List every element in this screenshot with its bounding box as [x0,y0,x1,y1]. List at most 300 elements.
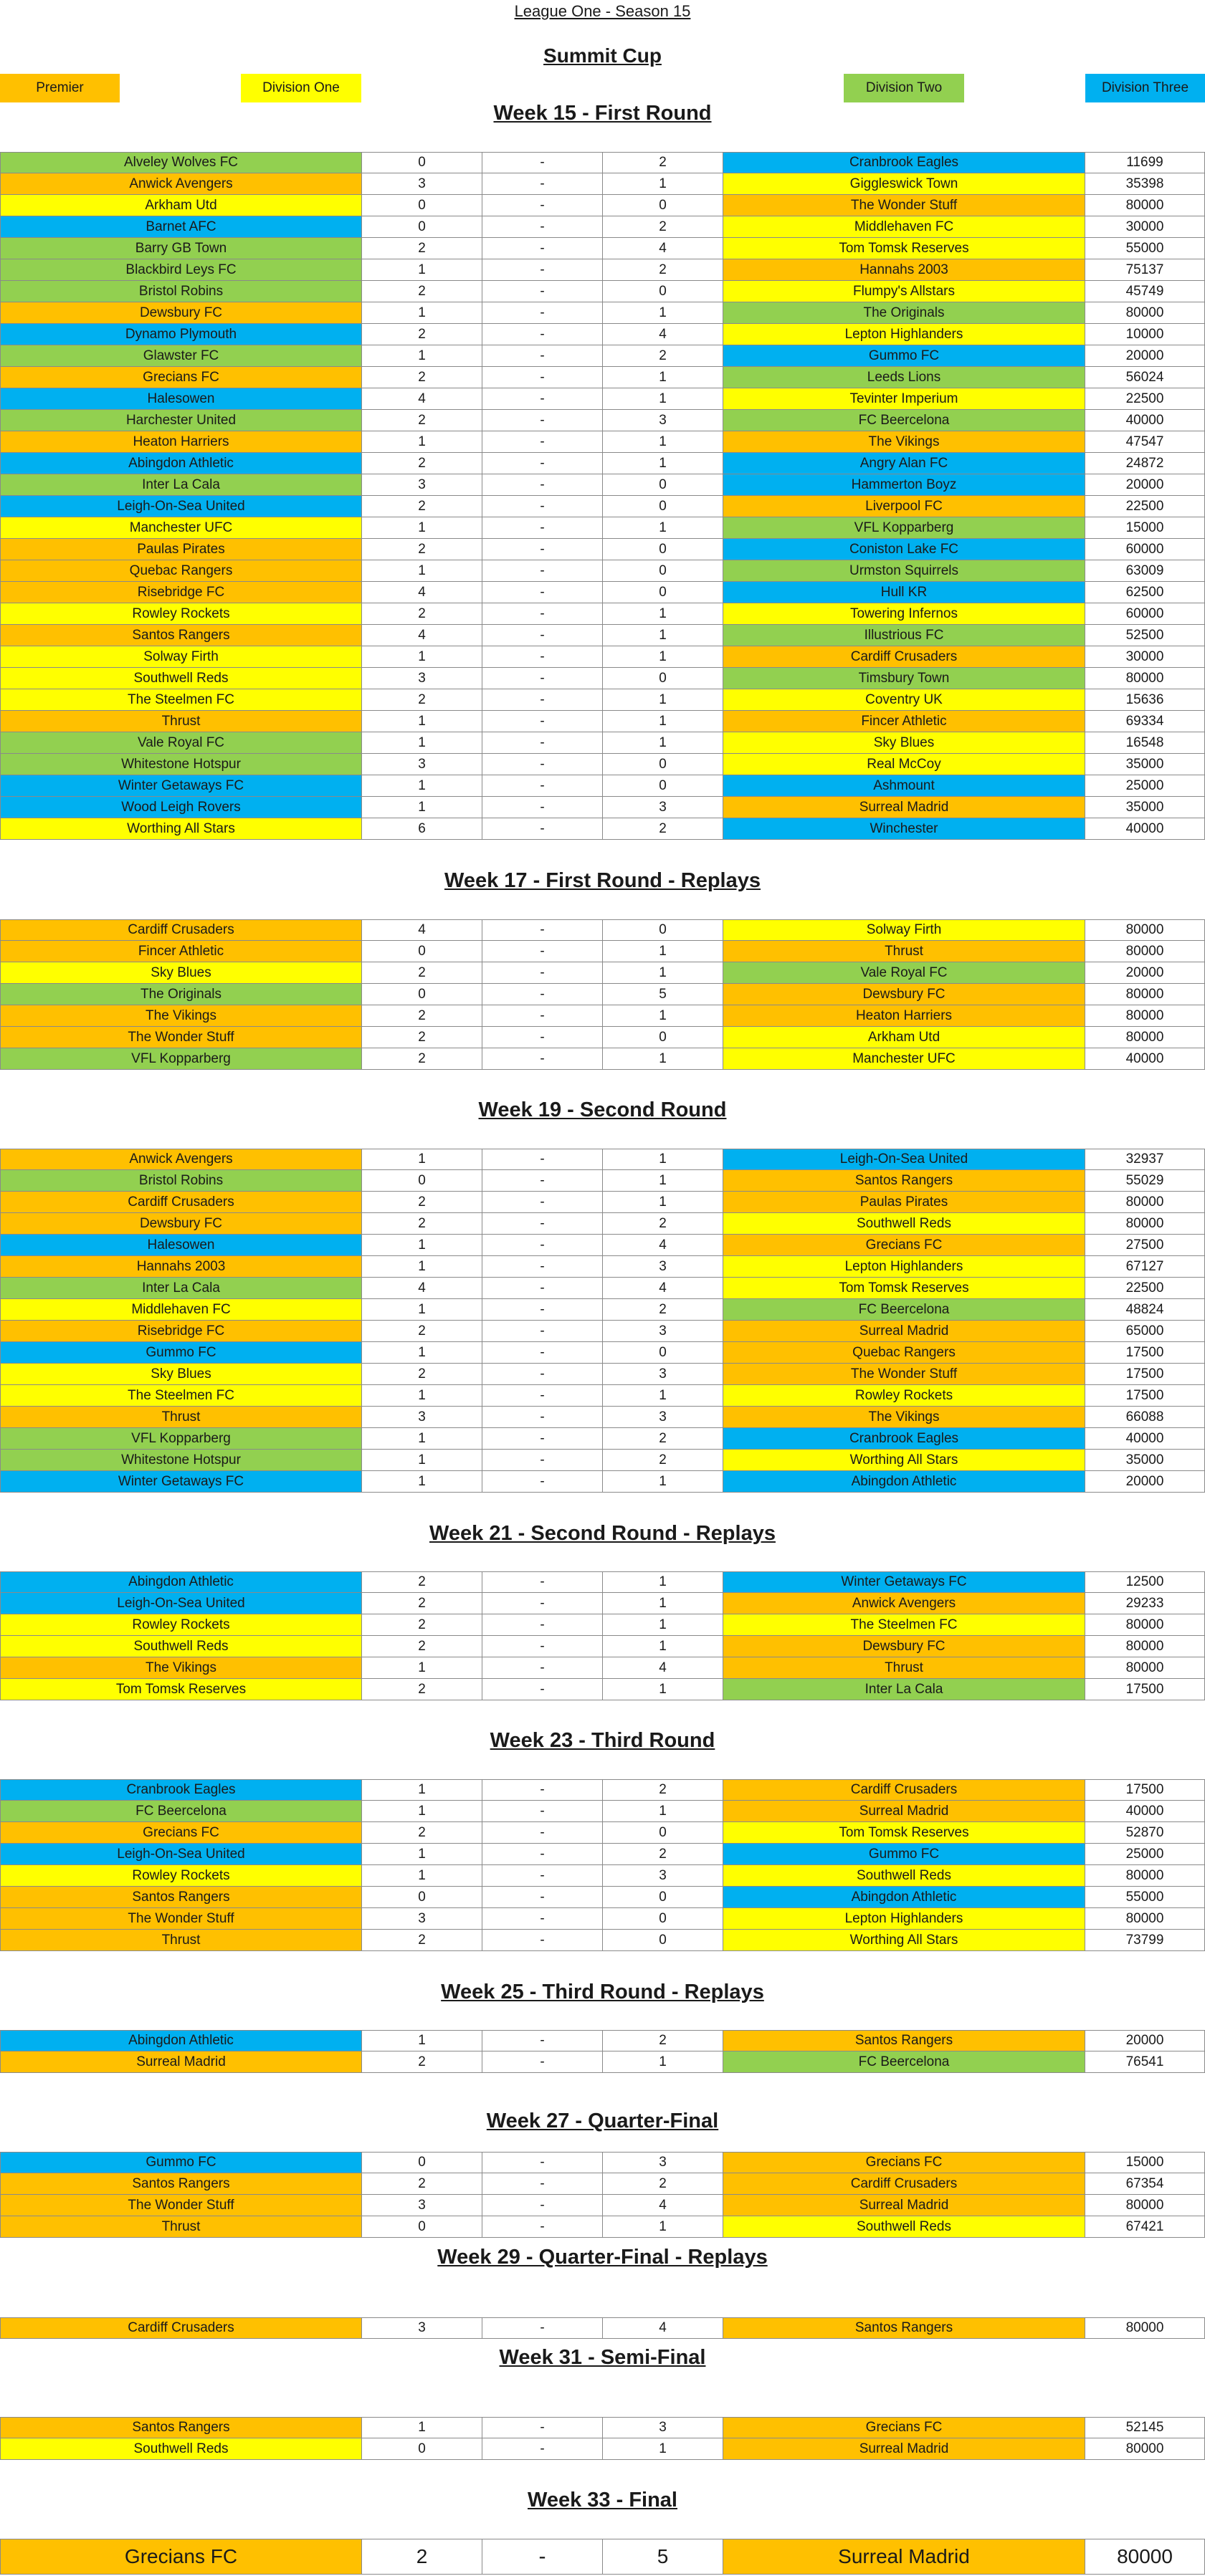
score-separator-cell[interactable]: - [482,1005,603,1027]
away-score-cell[interactable]: 1 [603,1471,723,1493]
home-team-cell[interactable]: Dynamo Plymouth [0,324,362,345]
away-team-cell[interactable]: Surreal Madrid [723,797,1085,818]
home-score-cell[interactable]: 1 [362,1235,482,1256]
score-separator-cell[interactable]: - [482,1149,603,1170]
home-team-cell[interactable]: Cranbrook Eagles [0,1779,362,1801]
score-separator-cell[interactable]: - [482,775,603,797]
attendance-cell[interactable]: 80000 [1085,1636,1205,1657]
away-team-cell[interactable]: Winchester [723,818,1085,840]
away-team-cell[interactable]: Grecians FC [723,2417,1085,2438]
away-score-cell[interactable]: 1 [603,603,723,625]
attendance-cell[interactable]: 35000 [1085,754,1205,775]
away-team-cell[interactable]: Liverpool FC [723,496,1085,517]
away-score-cell[interactable]: 1 [603,1385,723,1407]
home-score-cell[interactable]: 0 [362,1887,482,1908]
away-score-cell[interactable]: 0 [603,919,723,941]
attendance-cell[interactable]: 11699 [1085,152,1205,173]
attendance-cell[interactable]: 80000 [1085,919,1205,941]
home-team-cell[interactable]: Winter Getaways FC [0,1471,362,1493]
attendance-cell[interactable]: 67421 [1085,2216,1205,2238]
score-separator-cell[interactable]: - [482,1170,603,1192]
home-score-cell[interactable]: 2 [362,453,482,474]
home-score-cell[interactable]: 2 [362,2051,482,2073]
attendance-cell[interactable]: 17500 [1085,1364,1205,1385]
home-score-cell[interactable]: 2 [362,281,482,302]
away-team-cell[interactable]: Hannahs 2003 [723,259,1085,281]
home-score-cell[interactable]: 1 [362,431,482,453]
score-separator-cell[interactable]: - [482,195,603,216]
home-team-cell[interactable]: Bristol Robins [0,1170,362,1192]
attendance-cell[interactable]: 52500 [1085,625,1205,646]
home-team-cell[interactable]: Leigh-On-Sea United [0,1844,362,1865]
attendance-cell[interactable]: 52870 [1085,1822,1205,1844]
away-team-cell[interactable]: Cranbrook Eagles [723,1428,1085,1450]
home-score-cell[interactable]: 2 [362,1593,482,1614]
away-score-cell[interactable]: 2 [603,345,723,367]
attendance-cell[interactable]: 80000 [1085,302,1205,324]
away-score-cell[interactable]: 0 [603,754,723,775]
away-team-cell[interactable]: Illustrious FC [723,625,1085,646]
home-team-cell[interactable]: Sky Blues [0,962,362,984]
away-score-cell[interactable]: 0 [603,1887,723,1908]
score-separator-cell[interactable]: - [482,582,603,603]
home-team-cell[interactable]: Whitestone Hotspur [0,1450,362,1471]
away-team-cell[interactable]: Hammerton Boyz [723,474,1085,496]
attendance-cell[interactable]: 20000 [1085,2030,1205,2051]
home-team-cell[interactable]: Worthing All Stars [0,818,362,840]
home-score-cell[interactable]: 2 [362,2539,482,2575]
home-score-cell[interactable]: 2 [362,1192,482,1213]
attendance-cell[interactable]: 80000 [1085,1005,1205,1027]
away-team-cell[interactable]: Sky Blues [723,732,1085,754]
home-team-cell[interactable]: Gummo FC [0,2152,362,2173]
score-separator-cell[interactable]: - [482,1027,603,1048]
away-team-cell[interactable]: Winter Getaways FC [723,1571,1085,1593]
away-team-cell[interactable]: Manchester UFC [723,1048,1085,1070]
attendance-cell[interactable]: 80000 [1085,1614,1205,1636]
score-separator-cell[interactable]: - [482,410,603,431]
attendance-cell[interactable]: 80000 [1085,2317,1205,2339]
away-score-cell[interactable]: 1 [603,2438,723,2460]
home-score-cell[interactable]: 1 [362,1844,482,1865]
home-score-cell[interactable]: 2 [362,1930,482,1951]
score-separator-cell[interactable]: - [482,2317,603,2339]
away-score-cell[interactable]: 1 [603,1593,723,1614]
away-score-cell[interactable]: 2 [603,2173,723,2195]
home-team-cell[interactable]: Hannahs 2003 [0,1256,362,1278]
away-score-cell[interactable]: 0 [603,1822,723,1844]
away-score-cell[interactable]: 4 [603,2317,723,2339]
home-score-cell[interactable]: 1 [362,1256,482,1278]
score-separator-cell[interactable]: - [482,1364,603,1385]
home-score-cell[interactable]: 0 [362,216,482,238]
score-separator-cell[interactable]: - [482,173,603,195]
home-score-cell[interactable]: 3 [362,1908,482,1930]
attendance-cell[interactable]: 40000 [1085,1801,1205,1822]
home-team-cell[interactable]: Fincer Athletic [0,941,362,962]
away-score-cell[interactable]: 0 [603,1342,723,1364]
attendance-cell[interactable]: 55029 [1085,1170,1205,1192]
home-team-cell[interactable]: Southwell Reds [0,668,362,689]
away-score-cell[interactable]: 4 [603,1657,723,1679]
away-score-cell[interactable]: 2 [603,1450,723,1471]
score-separator-cell[interactable]: - [482,603,603,625]
score-separator-cell[interactable]: - [482,1908,603,1930]
attendance-cell[interactable]: 22500 [1085,388,1205,410]
score-separator-cell[interactable]: - [482,1321,603,1342]
away-score-cell[interactable]: 1 [603,1614,723,1636]
home-score-cell[interactable]: 4 [362,582,482,603]
away-team-cell[interactable]: Quebac Rangers [723,1342,1085,1364]
home-team-cell[interactable]: Sky Blues [0,1364,362,1385]
home-score-cell[interactable]: 1 [362,1385,482,1407]
attendance-cell[interactable]: 24872 [1085,453,1205,474]
attendance-cell[interactable]: 73799 [1085,1930,1205,1951]
away-team-cell[interactable]: Thrust [723,1657,1085,1679]
attendance-cell[interactable]: 22500 [1085,1278,1205,1299]
attendance-cell[interactable]: 67354 [1085,2173,1205,2195]
home-score-cell[interactable]: 1 [362,1149,482,1170]
score-separator-cell[interactable]: - [482,1593,603,1614]
home-score-cell[interactable]: 0 [362,941,482,962]
score-separator-cell[interactable]: - [482,1213,603,1235]
home-team-cell[interactable]: Tom Tomsk Reserves [0,1679,362,1700]
attendance-cell[interactable]: 25000 [1085,775,1205,797]
home-score-cell[interactable]: 1 [362,1342,482,1364]
away-team-cell[interactable]: Leigh-On-Sea United [723,1149,1085,1170]
score-separator-cell[interactable]: - [482,2030,603,2051]
attendance-cell[interactable]: 20000 [1085,345,1205,367]
attendance-cell[interactable]: 35000 [1085,797,1205,818]
away-score-cell[interactable]: 4 [603,1235,723,1256]
away-team-cell[interactable]: Southwell Reds [723,2216,1085,2238]
score-separator-cell[interactable]: - [482,941,603,962]
away-score-cell[interactable]: 4 [603,2195,723,2216]
home-score-cell[interactable]: 2 [362,324,482,345]
home-team-cell[interactable]: Paulas Pirates [0,539,362,560]
score-separator-cell[interactable]: - [482,1342,603,1364]
attendance-cell[interactable]: 25000 [1085,1844,1205,1865]
away-score-cell[interactable]: 0 [603,1908,723,1930]
home-team-cell[interactable]: Inter La Cala [0,1278,362,1299]
score-separator-cell[interactable]: - [482,1822,603,1844]
home-score-cell[interactable]: 1 [362,1299,482,1321]
score-separator-cell[interactable]: - [482,797,603,818]
attendance-cell[interactable]: 80000 [1085,2539,1205,2575]
home-score-cell[interactable]: 2 [362,1321,482,1342]
attendance-cell[interactable]: 15636 [1085,689,1205,711]
score-separator-cell[interactable]: - [482,1048,603,1070]
attendance-cell[interactable]: 15000 [1085,2152,1205,2173]
away-score-cell[interactable]: 2 [603,818,723,840]
attendance-cell[interactable]: 20000 [1085,1471,1205,1493]
home-team-cell[interactable]: Alveley Wolves FC [0,152,362,173]
away-score-cell[interactable]: 1 [603,1636,723,1657]
home-score-cell[interactable]: 1 [362,1657,482,1679]
home-score-cell[interactable]: 3 [362,668,482,689]
home-team-cell[interactable]: Grecians FC [0,367,362,388]
home-team-cell[interactable]: Grecians FC [0,1822,362,1844]
attendance-cell[interactable]: 27500 [1085,1235,1205,1256]
score-separator-cell[interactable]: - [482,474,603,496]
away-team-cell[interactable]: Surreal Madrid [723,2539,1085,2575]
score-separator-cell[interactable]: - [482,668,603,689]
home-team-cell[interactable]: Anwick Avengers [0,1149,362,1170]
attendance-cell[interactable]: 80000 [1085,668,1205,689]
home-score-cell[interactable]: 2 [362,496,482,517]
away-score-cell[interactable]: 1 [603,2216,723,2238]
attendance-cell[interactable]: 80000 [1085,2195,1205,2216]
attendance-cell[interactable]: 30000 [1085,646,1205,668]
home-team-cell[interactable]: Grecians FC [0,2539,362,2575]
home-team-cell[interactable]: VFL Kopparberg [0,1048,362,1070]
away-team-cell[interactable]: Surreal Madrid [723,1801,1085,1822]
home-score-cell[interactable]: 1 [362,2417,482,2438]
home-team-cell[interactable]: Dewsbury FC [0,1213,362,1235]
score-separator-cell[interactable]: - [482,1614,603,1636]
home-score-cell[interactable]: 1 [362,259,482,281]
home-team-cell[interactable]: Whitestone Hotspur [0,754,362,775]
attendance-cell[interactable]: 40000 [1085,1048,1205,1070]
home-score-cell[interactable]: 2 [362,603,482,625]
attendance-cell[interactable]: 35000 [1085,1450,1205,1471]
score-separator-cell[interactable]: - [482,984,603,1005]
away-score-cell[interactable]: 0 [603,775,723,797]
away-score-cell[interactable]: 3 [603,1321,723,1342]
score-separator-cell[interactable]: - [482,1256,603,1278]
score-separator-cell[interactable]: - [482,216,603,238]
home-team-cell[interactable]: The Steelmen FC [0,1385,362,1407]
home-team-cell[interactable]: Risebridge FC [0,1321,362,1342]
attendance-cell[interactable]: 12500 [1085,1571,1205,1593]
score-separator-cell[interactable]: - [482,1679,603,1700]
away-team-cell[interactable]: Urmston Squirrels [723,560,1085,582]
score-separator-cell[interactable]: - [482,560,603,582]
away-score-cell[interactable]: 0 [603,496,723,517]
attendance-cell[interactable]: 67127 [1085,1256,1205,1278]
score-separator-cell[interactable]: - [482,1887,603,1908]
away-team-cell[interactable]: Dewsbury FC [723,1636,1085,1657]
home-score-cell[interactable]: 1 [362,775,482,797]
score-separator-cell[interactable]: - [482,1450,603,1471]
attendance-cell[interactable]: 40000 [1085,818,1205,840]
home-score-cell[interactable]: 1 [362,1801,482,1822]
attendance-cell[interactable]: 80000 [1085,1908,1205,1930]
home-team-cell[interactable]: Harchester United [0,410,362,431]
home-score-cell[interactable]: 0 [362,152,482,173]
home-score-cell[interactable]: 2 [362,1213,482,1235]
home-score-cell[interactable]: 0 [362,2438,482,2460]
score-separator-cell[interactable]: - [482,1299,603,1321]
home-team-cell[interactable]: The Wonder Stuff [0,1908,362,1930]
home-score-cell[interactable]: 0 [362,2152,482,2173]
away-score-cell[interactable]: 0 [603,474,723,496]
away-team-cell[interactable]: Abingdon Athletic [723,1471,1085,1493]
home-score-cell[interactable]: 1 [362,1428,482,1450]
away-score-cell[interactable]: 1 [603,711,723,732]
away-team-cell[interactable]: Leeds Lions [723,367,1085,388]
away-team-cell[interactable]: Tom Tomsk Reserves [723,1278,1085,1299]
away-score-cell[interactable]: 5 [603,984,723,1005]
away-score-cell[interactable]: 2 [603,1299,723,1321]
attendance-cell[interactable]: 80000 [1085,1213,1205,1235]
attendance-cell[interactable]: 17500 [1085,1779,1205,1801]
away-team-cell[interactable]: Anwick Avengers [723,1593,1085,1614]
away-score-cell[interactable]: 2 [603,1779,723,1801]
away-score-cell[interactable]: 1 [603,1679,723,1700]
away-team-cell[interactable]: Cardiff Crusaders [723,646,1085,668]
home-score-cell[interactable]: 3 [362,474,482,496]
score-separator-cell[interactable]: - [482,625,603,646]
away-team-cell[interactable]: Lepton Highlanders [723,1908,1085,1930]
score-separator-cell[interactable]: - [482,2051,603,2073]
score-separator-cell[interactable]: - [482,1192,603,1213]
away-team-cell[interactable]: Tevinter Imperium [723,388,1085,410]
away-team-cell[interactable]: Cardiff Crusaders [723,2173,1085,2195]
home-score-cell[interactable]: 1 [362,646,482,668]
score-separator-cell[interactable]: - [482,2216,603,2238]
away-team-cell[interactable]: Middlehaven FC [723,216,1085,238]
home-team-cell[interactable]: The Vikings [0,1657,362,1679]
away-score-cell[interactable]: 0 [603,1930,723,1951]
score-separator-cell[interactable]: - [482,259,603,281]
attendance-cell[interactable]: 76541 [1085,2051,1205,2073]
score-separator-cell[interactable]: - [482,1930,603,1951]
away-team-cell[interactable]: Timsbury Town [723,668,1085,689]
away-score-cell[interactable]: 0 [603,539,723,560]
home-team-cell[interactable]: Leigh-On-Sea United [0,496,362,517]
home-score-cell[interactable]: 2 [362,962,482,984]
away-team-cell[interactable]: Hull KR [723,582,1085,603]
away-team-cell[interactable]: Lepton Highlanders [723,324,1085,345]
away-score-cell[interactable]: 1 [603,625,723,646]
away-score-cell[interactable]: 0 [603,582,723,603]
score-separator-cell[interactable]: - [482,1407,603,1428]
home-team-cell[interactable]: Cardiff Crusaders [0,919,362,941]
away-team-cell[interactable]: Santos Rangers [723,2030,1085,2051]
away-score-cell[interactable]: 4 [603,1278,723,1299]
attendance-cell[interactable]: 32937 [1085,1149,1205,1170]
away-team-cell[interactable]: FC Beercelona [723,2051,1085,2073]
home-score-cell[interactable]: 2 [362,1636,482,1657]
score-separator-cell[interactable]: - [482,152,603,173]
home-score-cell[interactable]: 1 [362,345,482,367]
home-score-cell[interactable]: 2 [362,1822,482,1844]
attendance-cell[interactable]: 48824 [1085,1299,1205,1321]
away-score-cell[interactable]: 1 [603,2051,723,2073]
away-team-cell[interactable]: Heaton Harriers [723,1005,1085,1027]
away-team-cell[interactable]: Gummo FC [723,1844,1085,1865]
score-separator-cell[interactable]: - [482,345,603,367]
away-score-cell[interactable]: 1 [603,431,723,453]
attendance-cell[interactable]: 55000 [1085,238,1205,259]
away-score-cell[interactable]: 1 [603,173,723,195]
away-team-cell[interactable]: Santos Rangers [723,2317,1085,2339]
away-team-cell[interactable]: Flumpy's Allstars [723,281,1085,302]
attendance-cell[interactable]: 60000 [1085,539,1205,560]
home-score-cell[interactable]: 2 [362,1571,482,1593]
home-team-cell[interactable]: Blackbird Leys FC [0,259,362,281]
attendance-cell[interactable]: 52145 [1085,2417,1205,2438]
away-score-cell[interactable]: 1 [603,1170,723,1192]
away-score-cell[interactable]: 2 [603,152,723,173]
away-score-cell[interactable]: 1 [603,367,723,388]
attendance-cell[interactable]: 10000 [1085,324,1205,345]
home-score-cell[interactable]: 2 [362,367,482,388]
home-score-cell[interactable]: 2 [362,1048,482,1070]
home-score-cell[interactable]: 1 [362,302,482,324]
home-score-cell[interactable]: 3 [362,2317,482,2339]
score-separator-cell[interactable]: - [482,1428,603,1450]
attendance-cell[interactable]: 17500 [1085,1679,1205,1700]
away-team-cell[interactable]: Rowley Rockets [723,1385,1085,1407]
home-team-cell[interactable]: Arkham Utd [0,195,362,216]
home-team-cell[interactable]: Middlehaven FC [0,1299,362,1321]
away-score-cell[interactable]: 2 [603,216,723,238]
away-score-cell[interactable]: 1 [603,1192,723,1213]
away-team-cell[interactable]: Vale Royal FC [723,962,1085,984]
score-separator-cell[interactable]: - [482,919,603,941]
away-score-cell[interactable]: 0 [603,668,723,689]
home-score-cell[interactable]: 3 [362,1407,482,1428]
away-team-cell[interactable]: Grecians FC [723,1235,1085,1256]
score-separator-cell[interactable]: - [482,711,603,732]
home-team-cell[interactable]: FC Beercelona [0,1801,362,1822]
away-team-cell[interactable]: Surreal Madrid [723,1321,1085,1342]
home-team-cell[interactable]: Southwell Reds [0,1636,362,1657]
attendance-cell[interactable]: 20000 [1085,962,1205,984]
home-team-cell[interactable]: Solway Firth [0,646,362,668]
attendance-cell[interactable]: 22500 [1085,496,1205,517]
away-score-cell[interactable]: 4 [603,324,723,345]
away-score-cell[interactable]: 3 [603,1364,723,1385]
home-team-cell[interactable]: Inter La Cala [0,474,362,496]
away-team-cell[interactable]: Southwell Reds [723,1213,1085,1235]
home-team-cell[interactable]: VFL Kopparberg [0,1428,362,1450]
home-team-cell[interactable]: Santos Rangers [0,1887,362,1908]
home-score-cell[interactable]: 0 [362,2216,482,2238]
score-separator-cell[interactable]: - [482,517,603,539]
home-score-cell[interactable]: 2 [362,238,482,259]
home-team-cell[interactable]: Halesowen [0,1235,362,1256]
attendance-cell[interactable]: 20000 [1085,474,1205,496]
home-score-cell[interactable]: 4 [362,625,482,646]
away-score-cell[interactable]: 0 [603,195,723,216]
attendance-cell[interactable]: 62500 [1085,582,1205,603]
home-team-cell[interactable]: Glawster FC [0,345,362,367]
away-team-cell[interactable]: Tom Tomsk Reserves [723,238,1085,259]
home-team-cell[interactable]: The Wonder Stuff [0,2195,362,2216]
attendance-cell[interactable]: 63009 [1085,560,1205,582]
score-separator-cell[interactable]: - [482,1235,603,1256]
score-separator-cell[interactable]: - [482,539,603,560]
home-score-cell[interactable]: 2 [362,410,482,431]
away-score-cell[interactable]: 1 [603,517,723,539]
attendance-cell[interactable]: 80000 [1085,195,1205,216]
home-team-cell[interactable]: Thrust [0,1407,362,1428]
away-score-cell[interactable]: 3 [603,1256,723,1278]
away-team-cell[interactable]: Santos Rangers [723,1170,1085,1192]
home-team-cell[interactable]: Santos Rangers [0,2173,362,2195]
home-score-cell[interactable]: 6 [362,818,482,840]
score-separator-cell[interactable]: - [482,1571,603,1593]
away-score-cell[interactable]: 2 [603,259,723,281]
away-score-cell[interactable]: 1 [603,1571,723,1593]
away-score-cell[interactable]: 1 [603,388,723,410]
home-team-cell[interactable]: Thrust [0,2216,362,2238]
away-score-cell[interactable]: 2 [603,1213,723,1235]
away-score-cell[interactable]: 3 [603,797,723,818]
